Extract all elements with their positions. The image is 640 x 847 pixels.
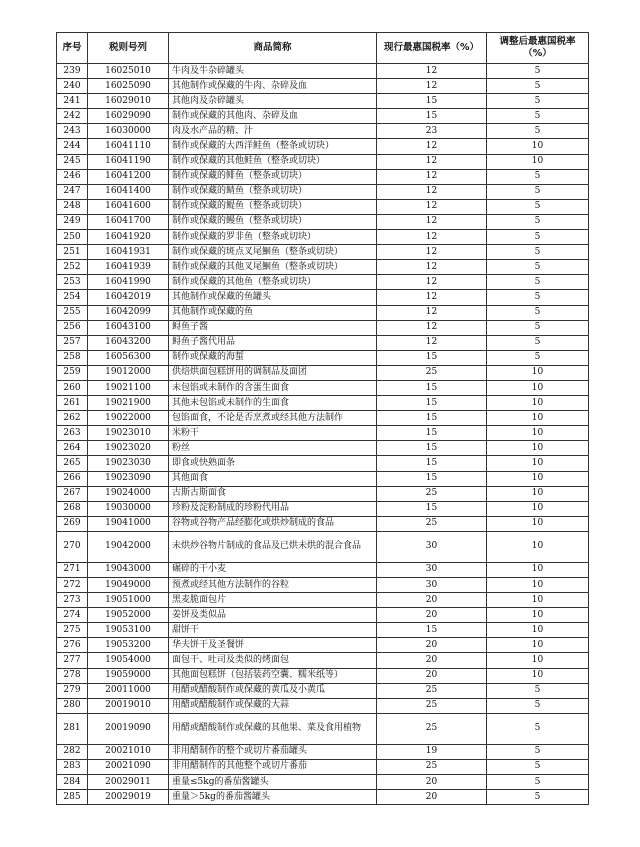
cell-name: 制作或保藏的大西洋鲑鱼（整条或切块）	[169, 139, 377, 154]
cell-code: 19012000	[88, 365, 169, 380]
cell-code: 16043200	[88, 335, 169, 350]
cell-name: 姜饼及类似品	[169, 608, 377, 623]
cell-adjusted-rate: 5	[487, 230, 589, 245]
cell-name: 非用醋制作的其他整个或切片番茄	[169, 759, 377, 774]
cell-code: 20029011	[88, 775, 169, 790]
cell-code: 16041700	[88, 214, 169, 229]
cell-name: 重量＞5kg的番茄酱罐头	[169, 790, 377, 805]
cell-seq: 270	[57, 531, 88, 562]
table-row	[57, 531, 589, 562]
tariff-table-page	[56, 32, 588, 805]
table-row	[57, 320, 589, 335]
cell-code: 16041190	[88, 154, 169, 169]
cell-current-rate: 20	[377, 668, 487, 683]
table-row	[57, 184, 589, 199]
cell-seq: 282	[57, 744, 88, 759]
cell-adjusted-rate: 5	[487, 759, 589, 774]
cell-adjusted-rate: 5	[487, 275, 589, 290]
cell-seq: 240	[57, 79, 88, 94]
cell-code: 19042000	[88, 531, 169, 562]
cell-current-rate: 25	[377, 486, 487, 501]
table-row	[57, 290, 589, 305]
cell-name: 制作或保藏的鲱鱼（整条或切块）	[169, 169, 377, 184]
cell-adjusted-rate: 10	[487, 668, 589, 683]
cell-code: 16029090	[88, 109, 169, 124]
table-row	[57, 638, 589, 653]
cell-seq: 276	[57, 638, 88, 653]
cell-seq: 257	[57, 335, 88, 350]
cell-current-rate: 12	[377, 320, 487, 335]
cell-code: 19024000	[88, 486, 169, 501]
table-row	[57, 230, 589, 245]
cell-current-rate: 12	[377, 184, 487, 199]
cell-code: 19059000	[88, 668, 169, 683]
cell-seq: 262	[57, 411, 88, 426]
header-current-rate: 现行最惠国税率（%）	[377, 33, 487, 64]
cell-seq: 273	[57, 593, 88, 608]
table-row	[57, 486, 589, 501]
cell-adjusted-rate: 10	[487, 365, 589, 380]
cell-code: 16043100	[88, 320, 169, 335]
cell-seq: 243	[57, 124, 88, 139]
cell-name: 牛肉及牛杂碎罐头	[169, 64, 377, 79]
cell-adjusted-rate: 10	[487, 426, 589, 441]
cell-adjusted-rate: 5	[487, 79, 589, 94]
cell-name: 制作或保藏的其他鱼（整条或切块）	[169, 275, 377, 290]
cell-current-rate: 12	[377, 230, 487, 245]
cell-adjusted-rate: 5	[487, 109, 589, 124]
cell-adjusted-rate: 5	[487, 184, 589, 199]
cell-seq: 263	[57, 426, 88, 441]
cell-adjusted-rate: 5	[487, 214, 589, 229]
cell-name: 预煮或经其他方法制作的谷粒	[169, 578, 377, 593]
cell-name: 黑麦脆面包片	[169, 593, 377, 608]
cell-name: 其他制作或保藏的鱼	[169, 305, 377, 320]
cell-adjusted-rate: 5	[487, 260, 589, 275]
cell-current-rate: 25	[377, 713, 487, 744]
cell-code: 19030000	[88, 501, 169, 516]
cell-adjusted-rate: 5	[487, 350, 589, 365]
cell-seq: 259	[57, 365, 88, 380]
cell-seq: 253	[57, 275, 88, 290]
table-body	[57, 64, 589, 805]
cell-code: 19021900	[88, 396, 169, 411]
cell-name: 制作或保藏的海蜇	[169, 350, 377, 365]
cell-current-rate: 20	[377, 608, 487, 623]
cell-current-rate: 12	[377, 290, 487, 305]
cell-adjusted-rate: 5	[487, 245, 589, 260]
cell-code: 16025010	[88, 64, 169, 79]
table-row	[57, 214, 589, 229]
cell-code: 16042019	[88, 290, 169, 305]
table-row	[57, 516, 589, 531]
cell-name: 非用醋制作的整个或切片番茄罐头	[169, 744, 377, 759]
cell-code: 16029010	[88, 94, 169, 109]
cell-seq: 266	[57, 471, 88, 486]
table-row	[57, 94, 589, 109]
table-row	[57, 578, 589, 593]
cell-seq: 274	[57, 608, 88, 623]
cell-seq: 242	[57, 109, 88, 124]
cell-seq: 264	[57, 441, 88, 456]
cell-seq: 258	[57, 350, 88, 365]
cell-current-rate: 12	[377, 169, 487, 184]
table-row	[57, 350, 589, 365]
cell-current-rate: 12	[377, 199, 487, 214]
cell-current-rate: 12	[377, 64, 487, 79]
table-row	[57, 139, 589, 154]
cell-code: 19021100	[88, 380, 169, 395]
cell-code: 16041931	[88, 245, 169, 260]
table-row	[57, 380, 589, 395]
cell-name: 其他面食	[169, 471, 377, 486]
cell-name: 制作或保藏的其他叉尾鮰鱼（整条或切块）	[169, 260, 377, 275]
table-row	[57, 501, 589, 516]
cell-seq: 278	[57, 668, 88, 683]
cell-code: 20019090	[88, 713, 169, 744]
cell-current-rate: 12	[377, 214, 487, 229]
cell-adjusted-rate: 10	[487, 562, 589, 577]
cell-name: 用醋或醋酸制作或保藏的黄瓜及小黄瓜	[169, 683, 377, 698]
cell-adjusted-rate: 5	[487, 335, 589, 350]
cell-code: 20019010	[88, 698, 169, 713]
cell-adjusted-rate: 10	[487, 396, 589, 411]
cell-seq: 239	[57, 64, 88, 79]
cell-seq: 251	[57, 245, 88, 260]
cell-seq: 254	[57, 290, 88, 305]
header-seq: 序号	[57, 33, 88, 64]
cell-name: 肉及水产品的精、汁	[169, 124, 377, 139]
cell-current-rate: 12	[377, 305, 487, 320]
header-adjusted-rate: 调整后最惠国税率（%）	[487, 33, 589, 64]
cell-current-rate: 25	[377, 698, 487, 713]
cell-adjusted-rate: 10	[487, 531, 589, 562]
cell-seq: 244	[57, 139, 88, 154]
table-row	[57, 744, 589, 759]
cell-seq: 249	[57, 214, 88, 229]
cell-seq: 260	[57, 380, 88, 395]
cell-name: 甜饼干	[169, 623, 377, 638]
table-row	[57, 653, 589, 668]
table-row	[57, 109, 589, 124]
cell-seq: 280	[57, 698, 88, 713]
cell-current-rate: 30	[377, 562, 487, 577]
cell-seq: 277	[57, 653, 88, 668]
cell-code: 16041200	[88, 169, 169, 184]
table-row	[57, 608, 589, 623]
cell-code: 19023020	[88, 441, 169, 456]
cell-current-rate: 15	[377, 623, 487, 638]
table-row	[57, 365, 589, 380]
table-row	[57, 698, 589, 713]
cell-current-rate: 30	[377, 578, 487, 593]
cell-name: 其他未包馅或未制作的生面食	[169, 396, 377, 411]
cell-current-rate: 15	[377, 426, 487, 441]
cell-current-rate: 20	[377, 638, 487, 653]
cell-code: 20011000	[88, 683, 169, 698]
cell-current-rate: 25	[377, 683, 487, 698]
cell-adjusted-rate: 5	[487, 169, 589, 184]
table-row	[57, 471, 589, 486]
cell-name: 谷物或谷物产品经膨化或烘炒制成的食品	[169, 516, 377, 531]
table-row	[57, 790, 589, 805]
cell-code: 20021010	[88, 744, 169, 759]
cell-name: 制作或保藏的斑点叉尾鮰鱼（整条或切块）	[169, 245, 377, 260]
cell-adjusted-rate: 10	[487, 471, 589, 486]
cell-seq: 279	[57, 683, 88, 698]
cell-adjusted-rate: 10	[487, 501, 589, 516]
cell-seq: 248	[57, 199, 88, 214]
cell-name: 古斯古斯面食	[169, 486, 377, 501]
cell-code: 16025090	[88, 79, 169, 94]
cell-name: 米粉干	[169, 426, 377, 441]
cell-adjusted-rate: 10	[487, 139, 589, 154]
table-row	[57, 275, 589, 290]
cell-seq: 256	[57, 320, 88, 335]
table-row	[57, 683, 589, 698]
cell-code: 19043000	[88, 562, 169, 577]
cell-current-rate: 15	[377, 94, 487, 109]
cell-adjusted-rate: 10	[487, 516, 589, 531]
table-row	[57, 124, 589, 139]
cell-seq: 267	[57, 486, 88, 501]
cell-name: 供焙烘面包糕饼用的调制品及面团	[169, 365, 377, 380]
cell-name: 珍粉及淀粉制成的珍粉代用品	[169, 501, 377, 516]
cell-name: 制作或保藏的鳀鱼（整条或切块）	[169, 199, 377, 214]
cell-seq: 245	[57, 154, 88, 169]
cell-adjusted-rate: 5	[487, 199, 589, 214]
cell-code: 16041600	[88, 199, 169, 214]
cell-adjusted-rate: 10	[487, 441, 589, 456]
cell-name: 鲟鱼子酱代用品	[169, 335, 377, 350]
cell-seq: 247	[57, 184, 88, 199]
cell-adjusted-rate: 5	[487, 713, 589, 744]
cell-code: 19051000	[88, 593, 169, 608]
cell-code: 19041000	[88, 516, 169, 531]
table-row	[57, 79, 589, 94]
cell-current-rate: 12	[377, 79, 487, 94]
cell-seq: 241	[57, 94, 88, 109]
cell-code: 20021090	[88, 759, 169, 774]
cell-seq: 269	[57, 516, 88, 531]
cell-adjusted-rate: 10	[487, 638, 589, 653]
cell-name: 未烘炒谷物片制成的食品及已烘未烘的混合食品	[169, 531, 377, 562]
cell-code: 16041939	[88, 260, 169, 275]
cell-code: 19052000	[88, 608, 169, 623]
cell-adjusted-rate: 10	[487, 623, 589, 638]
cell-adjusted-rate: 5	[487, 698, 589, 713]
table-row	[57, 775, 589, 790]
cell-name: 粉丝	[169, 441, 377, 456]
cell-adjusted-rate: 10	[487, 653, 589, 668]
cell-adjusted-rate: 10	[487, 593, 589, 608]
table-row	[57, 245, 589, 260]
cell-name: 包馅面食，不论是否烹煮或经其他方法制作	[169, 411, 377, 426]
table-row	[57, 426, 589, 441]
cell-code: 16056300	[88, 350, 169, 365]
cell-current-rate: 15	[377, 411, 487, 426]
cell-seq: 284	[57, 775, 88, 790]
cell-current-rate: 15	[377, 471, 487, 486]
cell-seq: 250	[57, 230, 88, 245]
cell-seq: 255	[57, 305, 88, 320]
header-code: 税则号列	[88, 33, 169, 64]
cell-name: 其他肉及杂碎罐头	[169, 94, 377, 109]
cell-code: 19053100	[88, 623, 169, 638]
cell-name: 制作或保藏的鲭鱼（整条或切块）	[169, 184, 377, 199]
table-header-row	[57, 33, 589, 64]
table-row	[57, 154, 589, 169]
table-row	[57, 623, 589, 638]
cell-current-rate: 15	[377, 350, 487, 365]
cell-seq: 281	[57, 713, 88, 744]
cell-adjusted-rate: 5	[487, 94, 589, 109]
cell-current-rate: 25	[377, 759, 487, 774]
table-row	[57, 199, 589, 214]
cell-code: 19023030	[88, 456, 169, 471]
cell-name: 制作或保藏的鳗鱼（整条或切块）	[169, 214, 377, 229]
table-row	[57, 668, 589, 683]
cell-seq: 252	[57, 260, 88, 275]
cell-adjusted-rate: 10	[487, 411, 589, 426]
cell-current-rate: 20	[377, 593, 487, 608]
cell-current-rate: 15	[377, 501, 487, 516]
cell-seq: 271	[57, 562, 88, 577]
cell-code: 19053200	[88, 638, 169, 653]
cell-adjusted-rate: 5	[487, 744, 589, 759]
cell-seq: 275	[57, 623, 88, 638]
cell-code: 16041110	[88, 139, 169, 154]
cell-name: 其他制作或保藏的牛肉、杂碎及血	[169, 79, 377, 94]
table-row	[57, 260, 589, 275]
cell-name: 其他制作或保藏的鱼罐头	[169, 290, 377, 305]
cell-code: 20029019	[88, 790, 169, 805]
cell-code: 19054000	[88, 653, 169, 668]
cell-adjusted-rate: 5	[487, 775, 589, 790]
cell-code: 16041920	[88, 230, 169, 245]
cell-current-rate: 12	[377, 245, 487, 260]
cell-adjusted-rate: 10	[487, 456, 589, 471]
cell-code: 16042099	[88, 305, 169, 320]
table-row	[57, 759, 589, 774]
cell-current-rate: 15	[377, 109, 487, 124]
cell-seq: 265	[57, 456, 88, 471]
cell-adjusted-rate: 5	[487, 64, 589, 79]
cell-code: 19023010	[88, 426, 169, 441]
cell-code: 16041990	[88, 275, 169, 290]
cell-name: 制作或保藏的罗非鱼（整条或切块）	[169, 230, 377, 245]
cell-current-rate: 19	[377, 744, 487, 759]
cell-current-rate: 12	[377, 275, 487, 290]
cell-adjusted-rate: 10	[487, 578, 589, 593]
table-row	[57, 64, 589, 79]
cell-name: 面包干、吐司及类似的烤面包	[169, 653, 377, 668]
cell-name: 未包馅或未制作的含蛋生面食	[169, 380, 377, 395]
cell-name: 用醋或醋酸制作或保藏的大蒜	[169, 698, 377, 713]
table-row	[57, 411, 589, 426]
cell-name: 即食或快熟面条	[169, 456, 377, 471]
cell-name: 华夫饼干及圣餐饼	[169, 638, 377, 653]
cell-current-rate: 15	[377, 441, 487, 456]
cell-current-rate: 25	[377, 365, 487, 380]
table-row	[57, 713, 589, 744]
cell-name: 用醋或醋酸制作或保藏的其他果、菜及食用植物	[169, 713, 377, 744]
cell-code: 16041400	[88, 184, 169, 199]
cell-current-rate: 20	[377, 775, 487, 790]
cell-adjusted-rate: 5	[487, 790, 589, 805]
cell-current-rate: 12	[377, 335, 487, 350]
cell-code: 19049000	[88, 578, 169, 593]
cell-current-rate: 25	[377, 516, 487, 531]
cell-code: 19022000	[88, 411, 169, 426]
tariff-table	[56, 32, 589, 805]
cell-adjusted-rate: 5	[487, 683, 589, 698]
cell-seq: 272	[57, 578, 88, 593]
table-row	[57, 562, 589, 577]
cell-current-rate: 12	[377, 154, 487, 169]
cell-current-rate: 20	[377, 790, 487, 805]
cell-name: 碾碎的干小麦	[169, 562, 377, 577]
cell-adjusted-rate: 10	[487, 380, 589, 395]
cell-code: 19023090	[88, 471, 169, 486]
cell-adjusted-rate: 5	[487, 320, 589, 335]
cell-name: 鲟鱼子酱	[169, 320, 377, 335]
cell-seq: 283	[57, 759, 88, 774]
cell-seq: 268	[57, 501, 88, 516]
cell-seq: 285	[57, 790, 88, 805]
cell-name: 其他面包糕饼（包括装药空囊、糯米纸等）	[169, 668, 377, 683]
cell-current-rate: 15	[377, 456, 487, 471]
cell-seq: 261	[57, 396, 88, 411]
cell-current-rate: 20	[377, 653, 487, 668]
table-row	[57, 169, 589, 184]
table-row	[57, 456, 589, 471]
table-row	[57, 593, 589, 608]
cell-current-rate: 15	[377, 380, 487, 395]
cell-adjusted-rate: 10	[487, 608, 589, 623]
cell-adjusted-rate: 10	[487, 154, 589, 169]
cell-adjusted-rate: 5	[487, 305, 589, 320]
table-row	[57, 441, 589, 456]
cell-adjusted-rate: 5	[487, 290, 589, 305]
cell-code: 16030000	[88, 124, 169, 139]
cell-name: 制作或保藏的其他鲑鱼（整条或切块）	[169, 154, 377, 169]
cell-adjusted-rate: 10	[487, 486, 589, 501]
cell-current-rate: 12	[377, 139, 487, 154]
cell-adjusted-rate: 5	[487, 124, 589, 139]
cell-name: 制作或保藏的其他肉、杂碎及血	[169, 109, 377, 124]
cell-name: 重量≤5kg的番茄酱罐头	[169, 775, 377, 790]
cell-seq: 246	[57, 169, 88, 184]
cell-current-rate: 15	[377, 396, 487, 411]
cell-current-rate: 12	[377, 260, 487, 275]
table-row	[57, 335, 589, 350]
table-row	[57, 396, 589, 411]
cell-current-rate: 23	[377, 124, 487, 139]
cell-current-rate: 30	[377, 531, 487, 562]
header-name: 商品简称	[169, 33, 377, 64]
table-row	[57, 305, 589, 320]
